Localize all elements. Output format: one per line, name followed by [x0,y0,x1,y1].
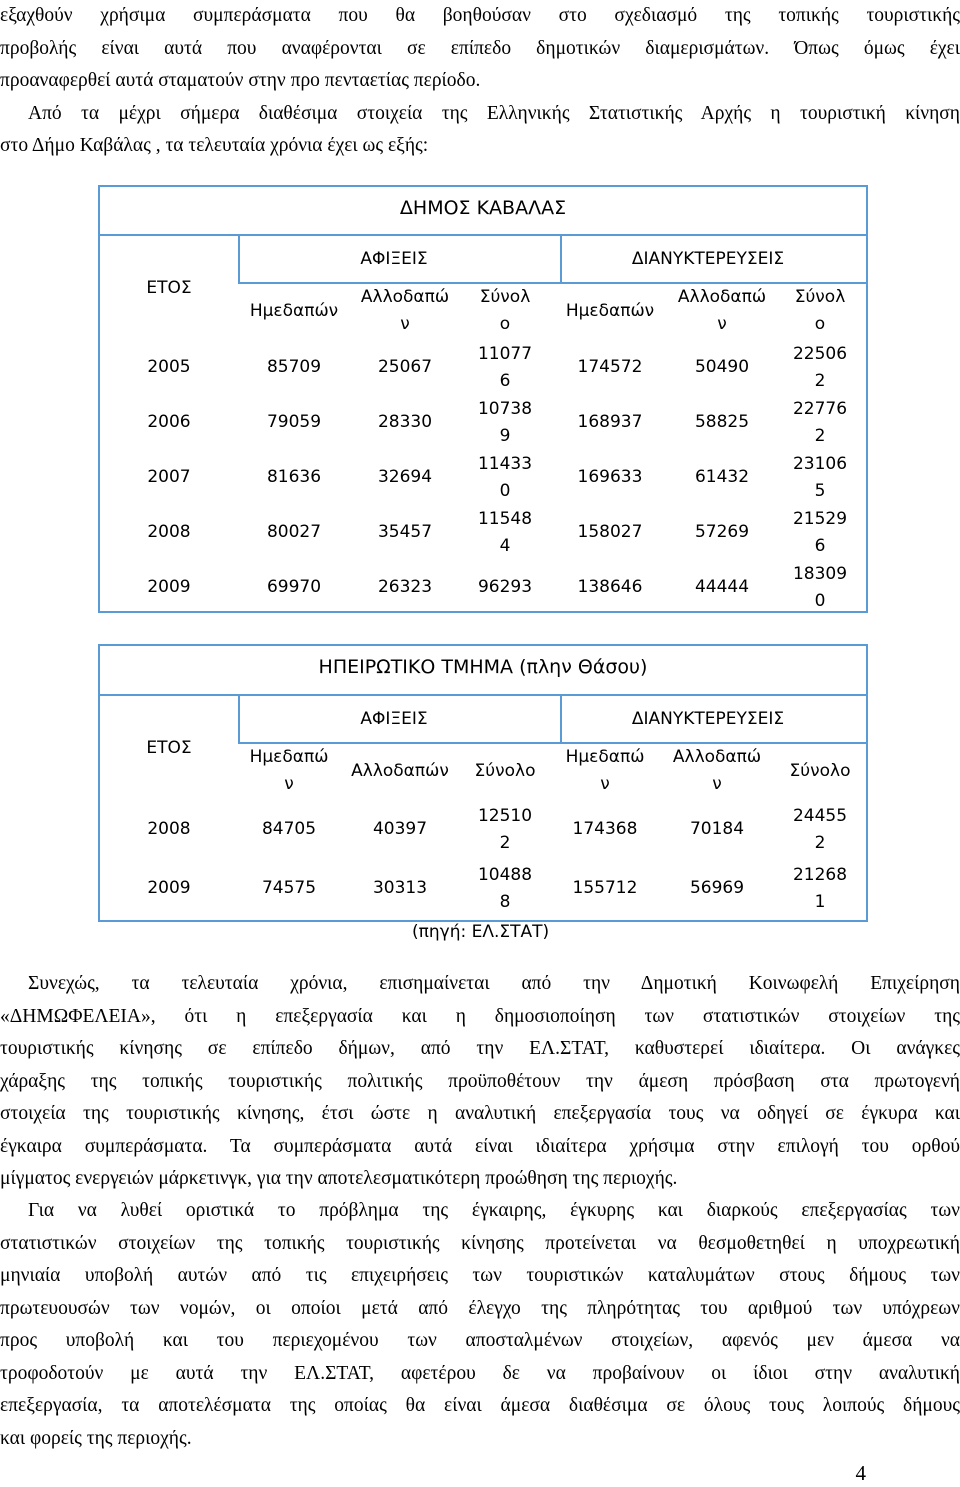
table-cell: 32694 [377,467,433,487]
body-line: στοιχεία της τουριστικής κίνησης, έτσι ώστε η αναλυτική επεξεργασία τους να οδηγεί σε έγκυρα και [0,1103,960,1124]
table2-subheader: Σύνολο [474,760,536,781]
table-cell: 50490 [694,357,750,377]
table-cell: 25067 [377,357,433,377]
table-cell: 26323 [377,577,433,597]
table-cell: 10488 8 [477,864,533,912]
table2-subheader: Αλλοδαπών [351,760,449,781]
table-cell: 44444 [694,577,750,597]
table1-subheader: Ημεδαπών [249,300,339,321]
table-cell: 10738 9 [477,398,533,446]
table-cell: 2009 [147,577,191,597]
table1-title: ΔΗΜΟΣ ΚΑΒΑΛΑΣ [399,197,567,219]
table-cell: 79059 [266,412,322,432]
intro-line: Από τα μέχρι σήμερα διαθέσιμα στοιχεία της Ελληνικής Στατιστικής Αρχής η τουριστική κίνηση [28,102,960,124]
table-cell: 28330 [377,412,433,432]
table2-arrivals-header: ΑΦΙΞΕΙΣ [360,708,428,729]
table-cell: 174572 [577,357,643,377]
table-cell: 24455 2 [792,805,848,853]
table-cell: 11433 0 [477,453,533,501]
table-cell: 169633 [577,467,643,487]
body-line: επεξεργασία, τα αποτελέσματα της οποίας θα είναι άμεσα διαθέσιμα σε όλους τους λοιπούς δήμους [0,1395,960,1416]
table-cell: 80027 [266,522,322,542]
table-cell: 58825 [694,412,750,432]
table2-year-header: ΕΤΟΣ [146,737,192,758]
table-cell: 2007 [147,467,191,487]
table2-subheader: Σύνολο [789,760,851,781]
table1-overnights-header: ΔΙΑΝΥΚΤΕΡΕΥΣΕΙΣ [631,248,785,269]
table-cell: 56969 [689,878,745,898]
table-cell: 22506 2 [792,343,848,391]
table1-subheader: Σύνολ ο [794,287,846,334]
table-cell: 168937 [577,412,643,432]
table2-title: ΗΠΕΙΡΩΤΙΚΟ ΤΜΗΜΑ (πλην Θάσου) [318,656,648,678]
table-cell: 2005 [147,357,191,377]
table2-source: (πηγή: ΕΛ.ΣΤΑΤ) [412,922,550,942]
body-line: Συνεχώς, τα τελευταία χρόνια, επισημαίνεται από την Δημοτική Κοινωφελή Επιχείρηση [28,973,960,994]
table2-subheader: Αλλοδαπώ ν [672,747,762,794]
body-line: χάραξης της τοπικής τουριστικής πολιτικής προϋποθέτουν την άμεση πρόσβαση στα πρωτογενή [0,1070,960,1092]
table-cell: 155712 [572,878,638,898]
table-cell: 11077 6 [477,343,533,391]
table-cell: 18309 0 [792,563,848,611]
table-cell: 2008 [147,819,191,839]
body-paragraph-2 [0,1195,960,1455]
table1-subheader: Αλλοδαπώ ν [360,287,450,334]
intro-line: στο Δήμο Καβάλας , τα τελευταία χρόνια έχει ως εξής: [0,135,429,156]
intro-paragraph [0,0,960,163]
table-cell: 69970 [266,577,322,597]
table-cell: 21268 1 [792,864,848,912]
table-row [100,450,866,505]
intro-line: προβολής είναι αυτά που αναφέρονται σε επίπεδο δημοτικών διαμερισμάτων. Όπως όμως έχει [0,37,960,59]
table-cell: 61432 [694,467,750,487]
body-line: μηνιαία υποβολή αυτών από τις επιχειρήσεις των τουριστικών καταλυμάτων στους δήμους των [0,1265,960,1286]
table2-overnights-header: ΔΙΑΝΥΚΤΕΡΕΥΣΕΙΣ [631,708,785,729]
table2-grid [100,696,866,918]
table-cell: 70184 [689,819,745,839]
table1-subheader: Αλλοδαπώ ν [677,287,767,334]
table-cell: 2006 [147,412,191,432]
intro-line: προαναφερθεί αυτά σταματούν στην προ πενταετίας περίοδο. [0,70,481,91]
table2-subheader: Ημεδαπώ ν [249,747,329,794]
table-cell: 30313 [372,878,428,898]
table-cell: 138646 [577,577,643,597]
body-line: τροφοδοτούν με αυτά την ΕΛ.ΣΤΑΤ, αφετέρου δε να προβαίνουν οι ίδιοι στην αναλυτική [0,1362,960,1384]
table-cell: 23106 5 [792,453,848,501]
table-cell: 2009 [147,878,191,898]
table-cell: 96293 [477,577,533,597]
body-line: και φορείς της περιοχής. [0,1427,192,1449]
table-cell: 84705 [261,819,317,839]
table-cell: 57269 [694,522,750,542]
table-row [100,800,866,859]
table-cell: 74575 [261,878,317,898]
table-cell: 174368 [572,819,638,839]
table-row [100,560,866,615]
table-cell: 11548 4 [477,508,533,556]
intro-line: εξαχθούν χρήσιμα συμπεράσματα που θα βοηθούσαν στο σχεδιασμό της τοπικής τουριστικής [0,5,960,26]
body-line: Για να λυθεί οριστικά το πρόβλημα της έγκαιρης, έγκυρης και διαρκούς επεξεργασίας των [28,1200,960,1221]
table-row [100,340,866,395]
table2-subheader: Ημεδαπώ ν [565,747,645,794]
table-cell: 85709 [266,357,322,377]
body-line: πρωτευουσών των νομών, οι οποίοι μετά από έλεγχο της πληρότητας του αριθμού των υπόχρεων [0,1297,960,1319]
table-row [100,859,866,918]
page-number: 4 [855,1461,866,1485]
table-cell: 40397 [372,819,428,839]
table1-arrivals-header: ΑΦΙΞΕΙΣ [360,248,428,269]
table-cell: 35457 [377,522,433,542]
table1-subheader: Ημεδαπών [565,300,655,321]
body-line: μίγματος ενεργειών μάρκετινγκ, για την αποτελεσματικότερη προώθηση της περιοχής. [0,1168,678,1189]
table-cell: 158027 [577,522,643,542]
body-line: «ΔΗΜΩΦΕΛΕΙΑ», ότι η επεξεργασία και η δημοσιοποίηση των στατιστικών στοιχείων της [0,1005,960,1027]
table-cell: 2008 [147,522,191,542]
body-paragraph-1 [0,968,960,1196]
table-cell: 21529 6 [792,508,848,556]
body-line: προς υποβολή και του περιεχομένου των αποσταλμένων στοιχείων, αφενός μεν άμεσα να [0,1330,960,1351]
body-line: στατιστικών στοιχείων της τοπικής τουριστικής κίνησης προτείνεται να θεσμοθετηθεί η υποχρεωτική [0,1232,960,1254]
body-line: έγκαιρα συμπεράσματα. Τα συμπεράσματα αυτά είναι ιδιαίτερα χρήσιμα στην επιλογή του ορθού [0,1135,960,1157]
table-cell: 22776 2 [792,398,848,446]
table-cell: 81636 [266,467,322,487]
table-row [100,505,866,560]
table-row [100,395,866,450]
table1-subheader: Σύνολ ο [479,287,531,334]
table-cell: 12510 2 [477,805,533,853]
table1-grid [100,236,866,615]
body-line: τουριστικής κίνησης σε επίπεδο δήμων, από την ΕΛ.ΣΤΑΤ, καθυστερεί ιδιαίτερα. Οι ανάγκες [0,1038,960,1059]
table1-year-header: ΕΤΟΣ [146,277,192,298]
